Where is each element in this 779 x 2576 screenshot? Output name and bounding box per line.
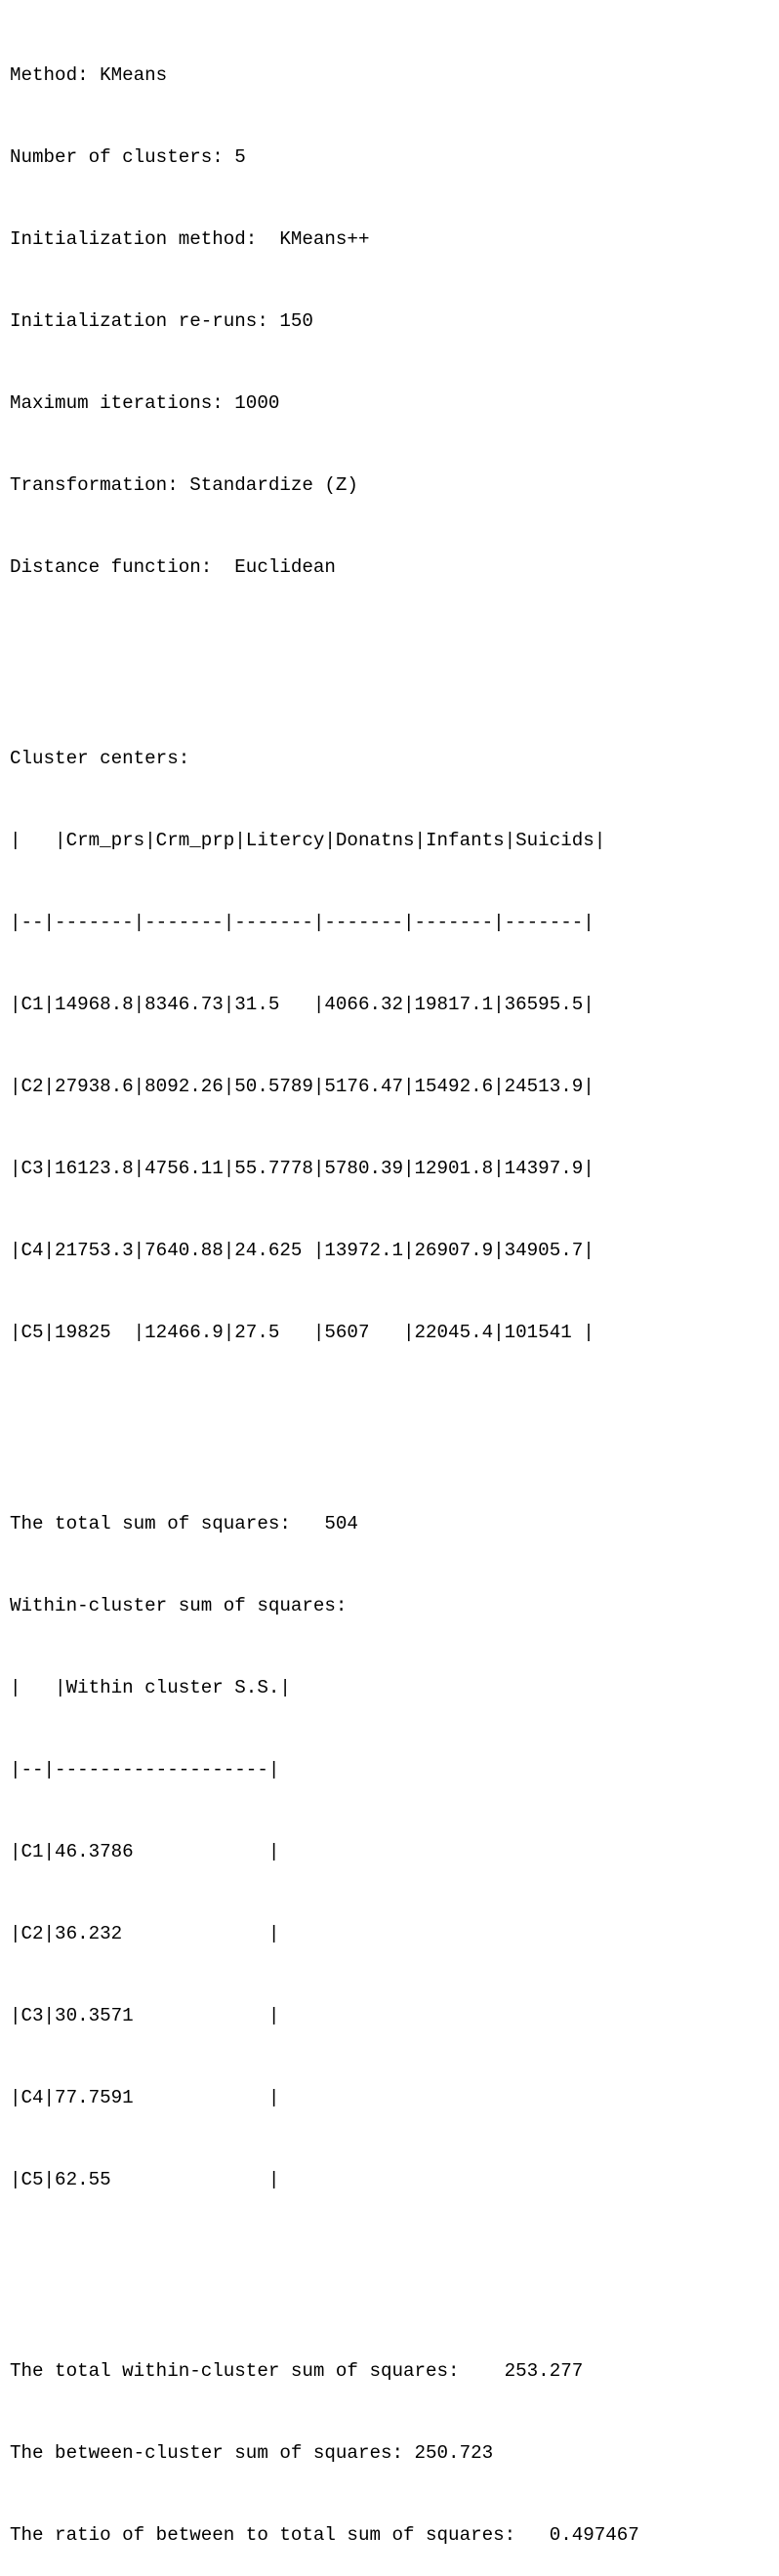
within-ss-row: |C3|30.3571 |: [10, 2005, 280, 2026]
setting-num-clusters: Number of clusters: 5: [10, 146, 246, 168]
cluster-centers-row: |C5|19825 |12466.9|27.5 |5607 |22045.4|101541 |: [10, 1322, 594, 1343]
blank-line: [10, 1401, 639, 1428]
cluster-centers-title: Cluster centers:: [10, 748, 190, 769]
cluster-centers-row: |C4|21753.3|7640.88|24.625 |13972.1|26907.9|34905.7|: [10, 1240, 594, 1261]
cluster-centers-row: |C3|16123.8|4756.11|55.7778|5780.39|12901.8|14397.9|: [10, 1158, 594, 1179]
within-ss-row: |C2|36.232 |: [10, 1923, 280, 1944]
setting-init-method: Initialization method: KMeans++: [10, 228, 370, 250]
within-ss-separator: |--|-------------------|: [10, 1759, 280, 1780]
setting-method: Method: KMeans: [10, 64, 168, 86]
setting-transformation: Transformation: Standardize (Z): [10, 474, 358, 496]
cluster-centers-header: | |Crm_prs|Crm_prp|Litercy|Donatns|Infants|Suicids|: [10, 830, 606, 851]
within-ss-header: | |Within cluster S.S.|: [10, 1677, 291, 1698]
kmeans-output: [10, 7, 639, 2576]
setting-distance-function: Distance function: Euclidean: [10, 556, 336, 578]
within-ss-row: |C4|77.7591 |: [10, 2087, 280, 2108]
within-ss-title: Within-cluster sum of squares:: [10, 1595, 348, 1616]
total-within-ss: The total within-cluster sum of squares: 253.277: [10, 2360, 584, 2382]
setting-max-iterations: Maximum iterations: 1000: [10, 392, 280, 414]
total-sum-of-squares: The total sum of squares: 504: [10, 1513, 358, 1534]
cluster-centers-row: |C2|27938.6|8092.26|50.5789|5176.47|15492.6|24513.9|: [10, 1076, 594, 1097]
between-ss: The between-cluster sum of squares: 250.723: [10, 2442, 494, 2464]
cluster-centers-row: |C1|14968.8|8346.73|31.5 |4066.32|19817.1|36595.5|: [10, 994, 594, 1015]
within-ss-row: |C1|46.3786 |: [10, 1841, 280, 1862]
blank-line: [10, 635, 639, 663]
ss-ratio: The ratio of between to total sum of squares: 0.497467: [10, 2524, 639, 2546]
blank-line: [10, 2248, 639, 2275]
within-ss-row: |C5|62.55 |: [10, 2169, 280, 2190]
setting-init-reruns: Initialization re-runs: 150: [10, 310, 313, 332]
cluster-centers-separator: |--|-------|-------|-------|-------|-------|-------|: [10, 912, 594, 933]
